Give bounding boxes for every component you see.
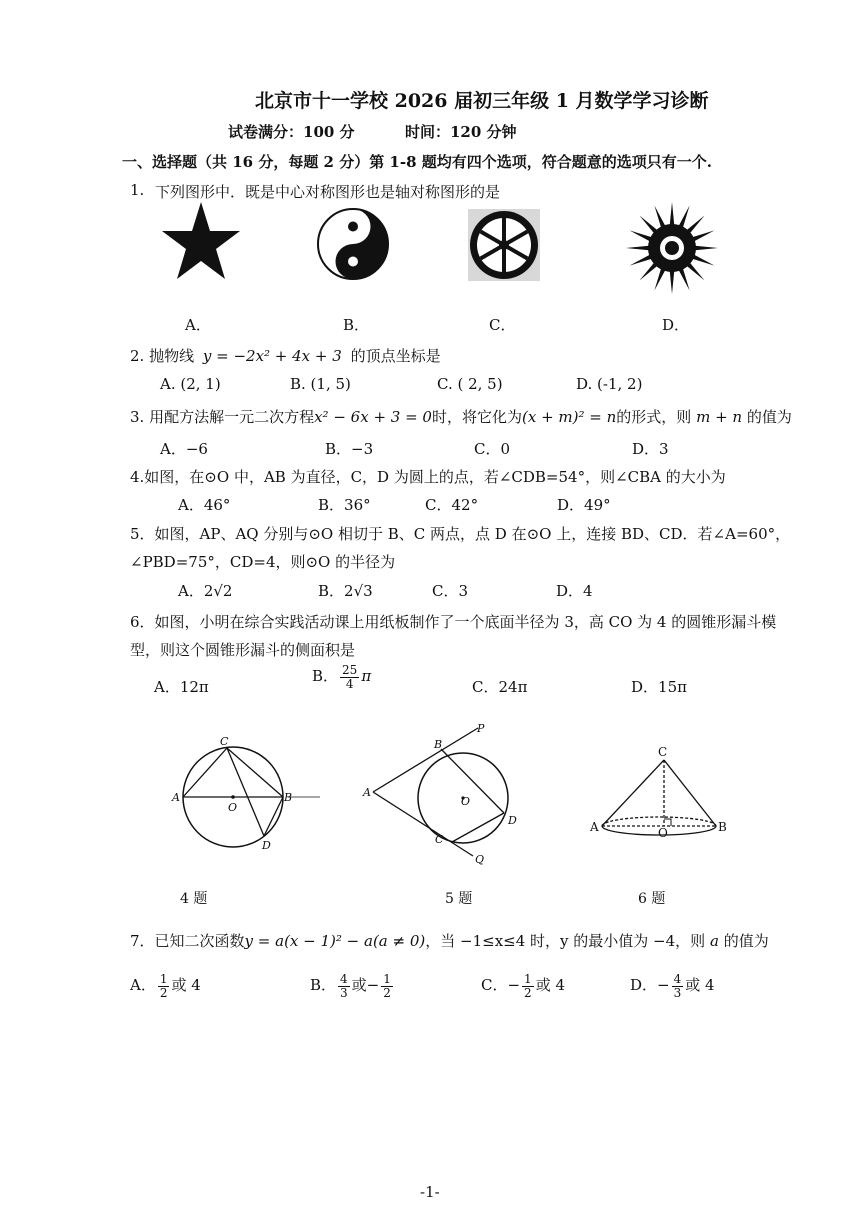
q7-stem [130, 930, 769, 951]
q2-option-a: A. (2, 1) [160, 375, 221, 393]
q6-stem-line1: 6．如图，小明在综合实践活动课上用纸板制作了一个底面半径为 3，高 CO 为 4 的圆锥形漏斗模 [130, 613, 777, 631]
point-label-d: D [508, 814, 517, 827]
q7-option-c-tail: 或 4 [535, 976, 565, 995]
figure-4-diagram [170, 735, 330, 855]
star-icon [160, 200, 242, 282]
q6-option-d: D．15π [631, 678, 687, 696]
q6-option-b [312, 664, 371, 690]
q2-stem-suffix: 的顶点坐标是 [350, 347, 441, 365]
q7-option-b [310, 973, 395, 999]
q4-option-b: B．36° [318, 496, 371, 514]
q3-stem-prefix: 3. 用配方法解一元二次方程 [130, 408, 315, 426]
q3-stem [130, 406, 792, 427]
figure-5-caption: 5 题 [445, 891, 473, 907]
sun-ray [678, 267, 689, 290]
point-label-b: B [718, 820, 727, 834]
yin-yang-icon [316, 207, 390, 281]
point-label-c: C [435, 833, 444, 846]
point-label-o: O [228, 801, 238, 814]
q7-option-d-label: D．− [630, 976, 670, 995]
q4-option-c: C．42° [425, 496, 479, 514]
q6-stem-line2: 型，则这个圆锥形漏斗的侧面积是 [130, 641, 356, 659]
sun-ray [694, 246, 718, 251]
q1-option-c: C． [489, 316, 516, 334]
time-label: 时间：120 分钟 [405, 123, 517, 141]
q5-option-c: C．3 [432, 582, 469, 600]
point-label-c: C [658, 745, 668, 759]
q1-option-d: D． [662, 316, 690, 334]
sun-ray [691, 254, 714, 265]
q1-option-a: A． [185, 316, 211, 334]
page-number: -1- [420, 1183, 440, 1201]
q2-option-b: B. (1, 5) [290, 375, 351, 393]
q6-option-b-label: B． [312, 667, 339, 686]
wheel-icon [466, 207, 542, 283]
sun-ray [670, 202, 675, 226]
sun-ray [670, 270, 675, 294]
q6-option-c: C．24π [472, 678, 528, 696]
fraction-numerator: 4 [340, 972, 348, 986]
q1-stem: 下列图形中．既是中心对称图形也是轴对称图形的是 [155, 183, 501, 201]
q7-option-b-fraction-2 [381, 973, 393, 999]
q7-option-c [481, 973, 565, 999]
point-label-o: O [658, 826, 668, 840]
sun-ray [630, 230, 653, 241]
point-label-o: O [461, 795, 471, 808]
q7-equation: y = a(x − 1)² − a(a ≠ 0) [244, 932, 426, 950]
q5-option-b: B．2√3 [318, 582, 373, 600]
q2-stem-prefix: 2. 抛物线 [130, 347, 195, 365]
section-heading: 一、选择题（共 16 分，每题 2 分）第 1-8 题均有四个选项，符合题意的选项只有一个. [122, 153, 712, 171]
q7-option-b-mid: 或− [351, 976, 380, 995]
fraction-denominator: 2 [524, 985, 532, 1000]
sun-ray [654, 206, 665, 229]
sun-icon [624, 200, 720, 296]
q7-option-a-fraction [158, 973, 170, 999]
q6-option-a: A．12π [154, 678, 209, 696]
q7-var: a [709, 932, 719, 950]
q7-option-d-fraction [672, 973, 684, 999]
page-title: 北京市十一学校 2026 届初三年级 1 月数学学习诊断 [255, 90, 709, 112]
q2-equation: y = −2x² + 4x + 3 [202, 347, 342, 365]
q2-stem [130, 345, 441, 366]
q3-expr: m + n [696, 408, 743, 426]
point-label-a: A [590, 820, 599, 834]
fraction-denominator: 4 [345, 676, 354, 691]
q7-stem-mid: ，当 −1≤x≤4 时，y 的最小值为 −4，则 [425, 932, 706, 950]
sun-ray [654, 267, 665, 290]
figure-4-caption: 4 题 [180, 891, 208, 907]
q3-stem-end: 的值为 [746, 408, 792, 426]
q4-stem: 4.如图，在⊙O 中，AB 为直径，C，D 为圆上的点，若∠CDB=54°，则∠CBA 的大小为 [130, 468, 726, 486]
fraction-denominator: 2 [159, 985, 168, 1000]
point-label-q: Q [475, 853, 485, 866]
q3-equation: x² − 6x + 3 = 0 [314, 408, 432, 426]
fraction-denominator: 2 [383, 985, 391, 1000]
q5-stem-line2: ∠PBD=75°，CD=4，则⊙O 的半径为 [130, 553, 396, 571]
score-label: 试卷满分：100 分 [228, 123, 355, 141]
figure-6-caption: 6 题 [638, 891, 666, 907]
fraction-numerator: 1 [383, 972, 391, 986]
q7-stem-prefix: 7．已知二次函数 [130, 932, 245, 950]
fraction-numerator: 1 [524, 972, 532, 986]
q7-option-c-label: C．− [481, 976, 521, 995]
figure-6-diagram [585, 740, 735, 840]
pi-symbol: π [361, 667, 372, 686]
fraction-numerator: 4 [673, 972, 682, 986]
point-label-a: A [363, 786, 371, 799]
sun-ray [626, 246, 650, 251]
q3-form: (x + m)² = n [522, 408, 617, 426]
q7-option-a [130, 973, 201, 999]
point-label-p: P [477, 722, 485, 735]
q4-option-a: A．46° [178, 496, 231, 514]
q1-option-b: B． [343, 316, 370, 334]
q1-number: 1. [130, 181, 145, 199]
q7-option-c-fraction [522, 973, 534, 999]
q6-option-b-fraction [340, 664, 359, 690]
q7-option-a-tail: 或 4 [171, 976, 201, 995]
q3-option-c: C．0 [474, 440, 511, 458]
q4-option-d: D．49° [557, 496, 611, 514]
q7-option-d [630, 973, 715, 999]
fraction-numerator: 25 [342, 663, 358, 677]
sun-ray [630, 254, 653, 265]
point-label-c: C [220, 735, 229, 748]
fraction-numerator: 1 [159, 972, 168, 986]
fraction-denominator: 3 [340, 985, 348, 1000]
q7-option-d-tail: 或 4 [685, 976, 715, 995]
sun-ray [678, 206, 689, 229]
figure-5-diagram [358, 720, 533, 868]
q5-stem-line1: 5．如图，AP、AQ 分别与⊙O 相切于 B、C 两点，点 D 在⊙O 上，连接 BD、CD．若∠A=60°， [130, 525, 791, 543]
point-label-b: B [284, 791, 293, 804]
q7-option-a-label: A． [130, 976, 156, 995]
q7-option-b-fraction-1 [338, 973, 350, 999]
q3-option-a: A．−6 [160, 440, 208, 458]
point-label-d: D [262, 839, 271, 852]
q3-stem-mid: 时，将它化为 [431, 408, 522, 426]
q3-stem-suffix: 的形式，则 [616, 408, 692, 426]
q5-option-a: A．2√2 [178, 582, 233, 600]
q5-option-d: D．4 [556, 582, 593, 600]
q7-option-b-label: B． [310, 976, 337, 995]
q2-option-d: D. (-1, 2) [576, 375, 643, 393]
q2-option-c: C. ( 2, 5) [437, 375, 503, 393]
sun-ray [691, 230, 714, 241]
fraction-denominator: 3 [673, 985, 682, 1000]
q3-option-d: D．3 [632, 440, 669, 458]
q3-option-b: B．−3 [325, 440, 374, 458]
point-label-a: A [172, 791, 180, 804]
q7-stem-end: 的值为 [723, 932, 769, 950]
point-label-b: B [434, 738, 443, 751]
